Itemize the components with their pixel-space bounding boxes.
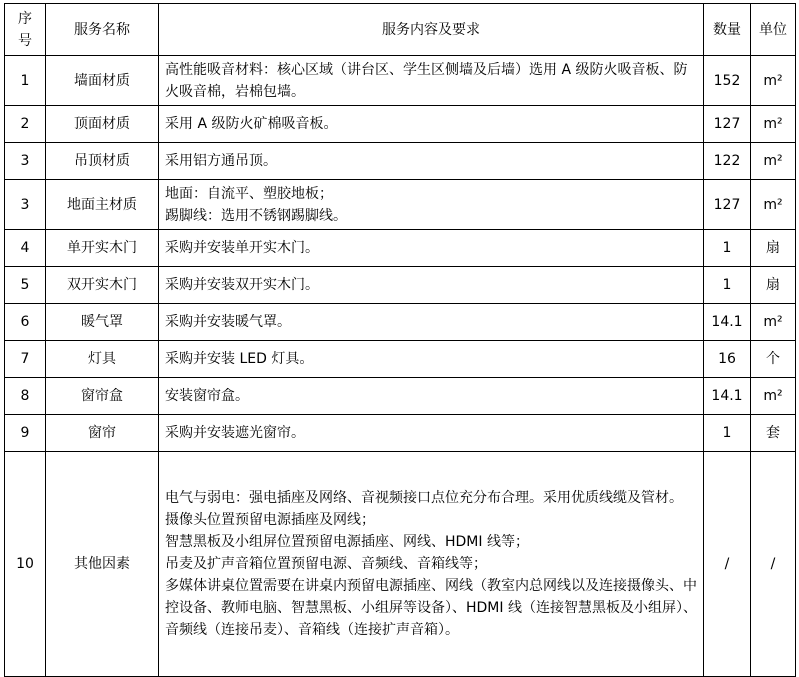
service-name: 暖气罩 (46, 304, 159, 341)
quantity: 152 (704, 56, 751, 106)
description-line: 安装窗帘盒。 (165, 388, 249, 404)
table-row (5, 56, 796, 106)
row-number: 8 (5, 378, 46, 415)
service-description (159, 304, 704, 341)
table-row (5, 341, 796, 378)
table-row (5, 230, 796, 267)
quantity: 16 (704, 341, 751, 378)
service-description (159, 415, 704, 452)
description-line: 采购并安装遮光窗帘。 (165, 425, 305, 441)
quantity: 1 (704, 267, 751, 304)
row-number: 2 (5, 106, 46, 143)
service-description (159, 378, 704, 415)
unit: 扇 (751, 267, 796, 304)
unit: 个 (751, 341, 796, 378)
table-row (5, 452, 796, 677)
quantity: 1 (704, 415, 751, 452)
unit: 扇 (751, 230, 796, 267)
table-row (5, 106, 796, 143)
service-description (159, 180, 704, 230)
description-line: 采购并安装暖气罩。 (165, 314, 291, 330)
service-name: 窗帘 (46, 415, 159, 452)
service-name: 地面主材质 (46, 180, 159, 230)
description-line: 采购并安装双开实木门。 (165, 277, 319, 293)
quantity: 127 (704, 106, 751, 143)
service-name: 窗帘盒 (46, 378, 159, 415)
description-line: 智慧黑板及小组屏位置预留电源插座、网线、HDMI 线等； (165, 534, 529, 550)
table-row (5, 180, 796, 230)
description-line: 电气与弱电：强电插座及网络、音视频接口点位充分布合理。采用优质线缆及管材。 (165, 490, 683, 506)
unit: m² (751, 304, 796, 341)
row-number: 4 (5, 230, 46, 267)
service-name: 灯具 (46, 341, 159, 378)
unit: / (751, 452, 796, 677)
row-number: 1 (5, 56, 46, 106)
service-description (159, 267, 704, 304)
service-description (159, 106, 704, 143)
table-row (5, 415, 796, 452)
description-line: 采用铝方通吊顶。 (165, 153, 277, 169)
unit: m² (751, 378, 796, 415)
description-line: 采用 A 级防火矿棉吸音板。 (165, 116, 338, 132)
header-name: 服务名称 (46, 4, 159, 56)
row-number: 3 (5, 180, 46, 230)
description-line: 采购并安装单开实木门。 (165, 240, 319, 256)
row-number: 10 (5, 452, 46, 677)
description-line: 踢脚线：选用不锈钢踢脚线。 (165, 207, 347, 224)
description-line: 采购并安装 LED 灯具。 (165, 351, 314, 367)
quantity: 1 (704, 230, 751, 267)
service-description (159, 230, 704, 267)
row-number: 9 (5, 415, 46, 452)
quantity: 127 (704, 180, 751, 230)
description-line: 吊麦及扩声音箱位置预留电源、音频线、音箱线等； (165, 556, 487, 572)
service-table (4, 3, 796, 677)
service-name: 其他因素 (46, 452, 159, 677)
header-seq: 序号 (5, 4, 46, 56)
service-name: 墙面材质 (46, 56, 159, 106)
row-number: 5 (5, 267, 46, 304)
quantity: / (704, 452, 751, 677)
service-name: 双开实木门 (46, 267, 159, 304)
unit: 套 (751, 415, 796, 452)
unit: m² (751, 143, 796, 180)
row-number: 6 (5, 304, 46, 341)
table-body (5, 56, 796, 677)
service-name: 吊顶材质 (46, 143, 159, 180)
service-description (159, 452, 704, 677)
header-unit: 单位 (751, 4, 796, 56)
quantity: 14.1 (704, 378, 751, 415)
row-number: 3 (5, 143, 46, 180)
service-name: 单开实木门 (46, 230, 159, 267)
row-number: 7 (5, 341, 46, 378)
description-line: 摄像头位置预留电源插座及网线； (165, 512, 375, 528)
quantity: 122 (704, 143, 751, 180)
quantity: 14.1 (704, 304, 751, 341)
service-description (159, 341, 704, 378)
table-row (5, 304, 796, 341)
description-line: 地面：自流平、塑胶地板； (165, 185, 333, 202)
unit: m² (751, 180, 796, 230)
description-line: 多媒体讲桌位置需要在讲桌内预留电源插座、网线（教室内总网线以及连接摄像头、中控设备、教师电脑、智慧黑板、小组屏等设备）、HDMI 线（连接智慧黑板及小组屏）、音频线（连接吊麦）、音箱线（连接扩声音箱）。 (165, 578, 697, 638)
table-row (5, 378, 796, 415)
unit: m² (751, 56, 796, 106)
header-desc: 服务内容及要求 (159, 4, 704, 56)
service-name: 顶面材质 (46, 106, 159, 143)
service-description (159, 143, 704, 180)
service-description (159, 56, 704, 106)
unit: m² (751, 106, 796, 143)
description-line: 高性能吸音材料：核心区域（讲台区、学生区侧墙及后墙）选用 A 级防火吸音板、防火吸音棉，岩棉包墙。 (165, 61, 688, 100)
header-qty: 数量 (704, 4, 751, 56)
header-row (5, 4, 796, 56)
table-row (5, 143, 796, 180)
table-row (5, 267, 796, 304)
